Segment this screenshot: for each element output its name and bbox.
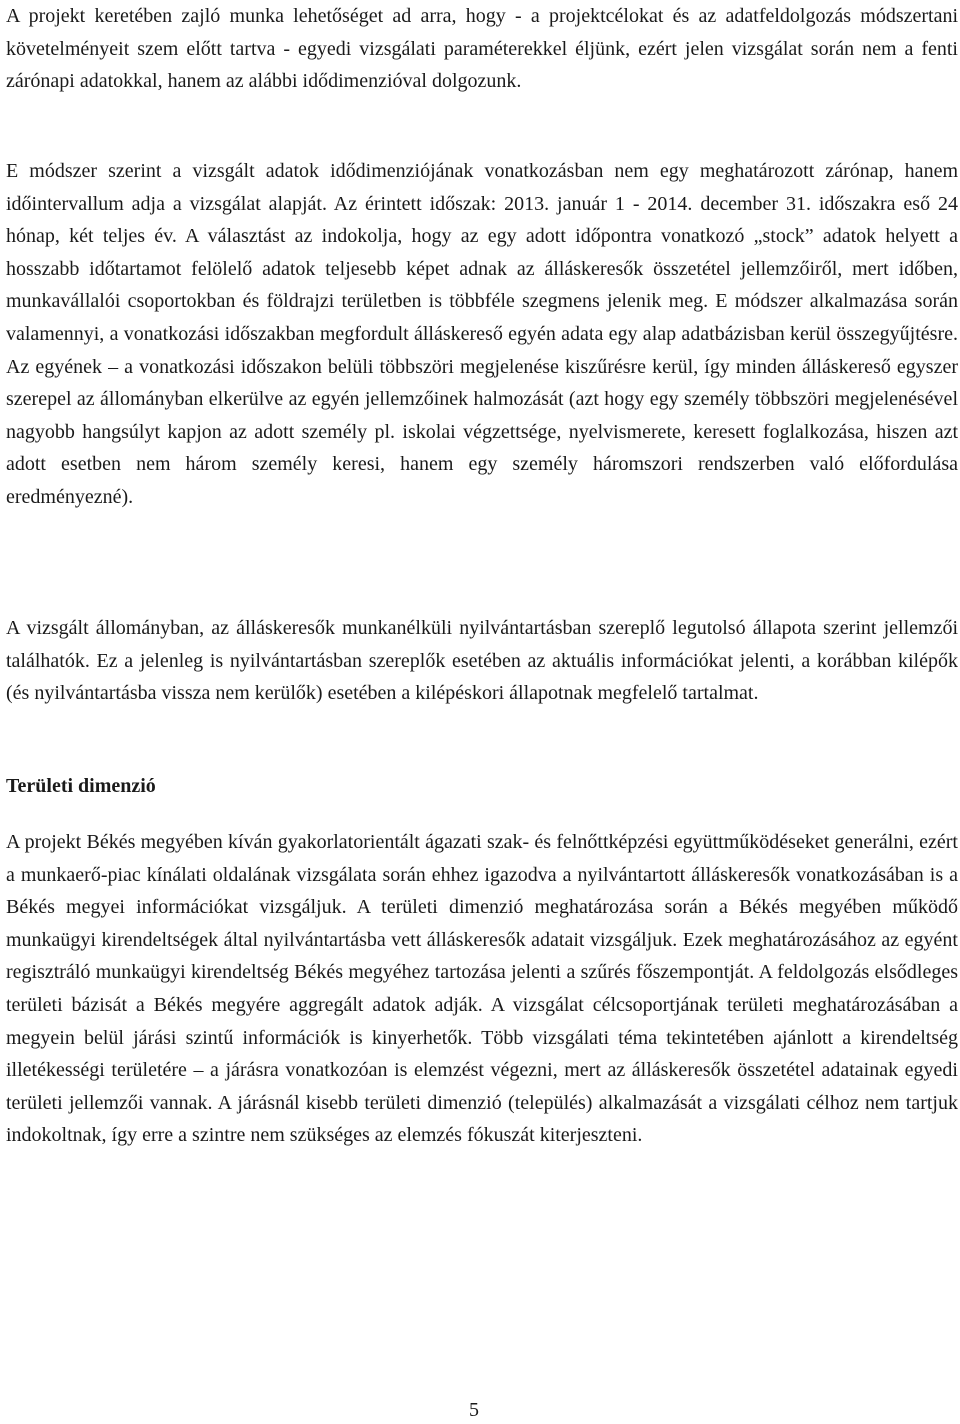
paragraph-time-dimension: E módszer szerint a vizsgált adatok idődimenziójának vonatkozásban nem egy meghatározott zárónap, hanem időintervallum adja a vizsgálat alapját. Az érintett időszak: 2013. január 1 - 2014. december 31. időszakra eső 24 hónap, két teljes év. A választást az indokolja, hogy az egy adott időpontra vonatkozó „stock” adatok helyett a hosszabb időtartamot felölelő adatok teljesebb képet adnak az álláskeresők összetétel jellemzőiről, mert időben, munkavállalói csoportokban és földrajzi területben is többféle szegmens jelenik meg. E módszer alkalmazása során valamennyi, a vonatkozási időszakban megfordult álláskereső egyén adata egy alap adatbázisban kerül összegyűjtésre. Az egyének – a vonatkozási időszakon belüli többszöri megjelenése kiszűrésre kerül, így minden álláskereső egyszer szerepel az állományban elkerülve az egyén jellemzőinek halmozását (azt hogy egy személy többszöri megjelenésével nagyobb hangsúlyt kapjon az adott személy pl. iskolai végzettsége, nyelvismerete, keresett foglalkozása, hiszen azt adott esetben nem három személy keresi, hanem egy személy háromszori rendszerben való előfordulása eredményezné). [6,160,958,508]
paragraph-dataset-state: A vizsgált állományban, az álláskeresők munkanélküli nyilvántartásban szereplő legutolsó állapota szerint jellemzői találhatók. Ez a jelenleg is nyilvántartásban szereplők esetében az aktuális információkat jelenti, a korábban kilépők (és nyilvántartásba vissza nem kerülők) esetében a kilépéskori állapotnak megfelelő tartalmat. [6,617,958,705]
page-number: 5 [469,1399,479,1421]
paragraph-project-intro: A projekt keretében zajló munka lehetőséget ad arra, hogy - a projektcélokat és az adatfeldolgozás módszertani követelményeit szem előtt tartva - egyedi vizsgálati paraméterekkel éljünk, ezért jelen vizsgálat során nem a fenti zárónapi adatokkal, hanem az alábbi idődimenzióval dolgozunk. [6,5,958,93]
paragraph-territorial-dimension: A projekt Békés megyében kíván gyakorlatorientált ágazati szak- és felnőttképzési együttműködéseket generálni, ezért a munkaerő-piac kínálati oldalának vizsgálata során ehhez igazodva a nyilvántartott álláskeresők vonatkozásában is a Békés megyei információkat vizsgáljuk. A területi dimenzió meghatározása során a Békés megyében működő munkaügyi kirendeltségek által nyilvántartásba vett álláskeresők adatait vizsgáljuk. Ezek meghatározásához az egyént regisztráló munkaügyi kirendeltség Békés megyéhez tartozása jelenti a szűrés főszempontját. A feldolgozás elsődleges területi bázisát a Békés megyére aggregált adatok adják. A vizsgálat célcsoportjának területi meghatározásában a megyein belül járási szintű információk is kinyerhetők. Több vizsgálati téma tekintetében ajánlott a kirendeltség illetékességi területére – a járásra vonatkozóan is elemzést végezni, mert az álláskeresők összetétel adatainak egyedi területi jellemzői vannak. A járásnál kisebb területi dimenzió (település) alkalmazását a vizsgálati célhoz nem tartjuk indokoltnak, így erre a szintre nem szükséges az elemzés fókuszát kiterjeszteni. [6,831,958,1147]
section-heading: Területi dimenzió [6,775,156,797]
